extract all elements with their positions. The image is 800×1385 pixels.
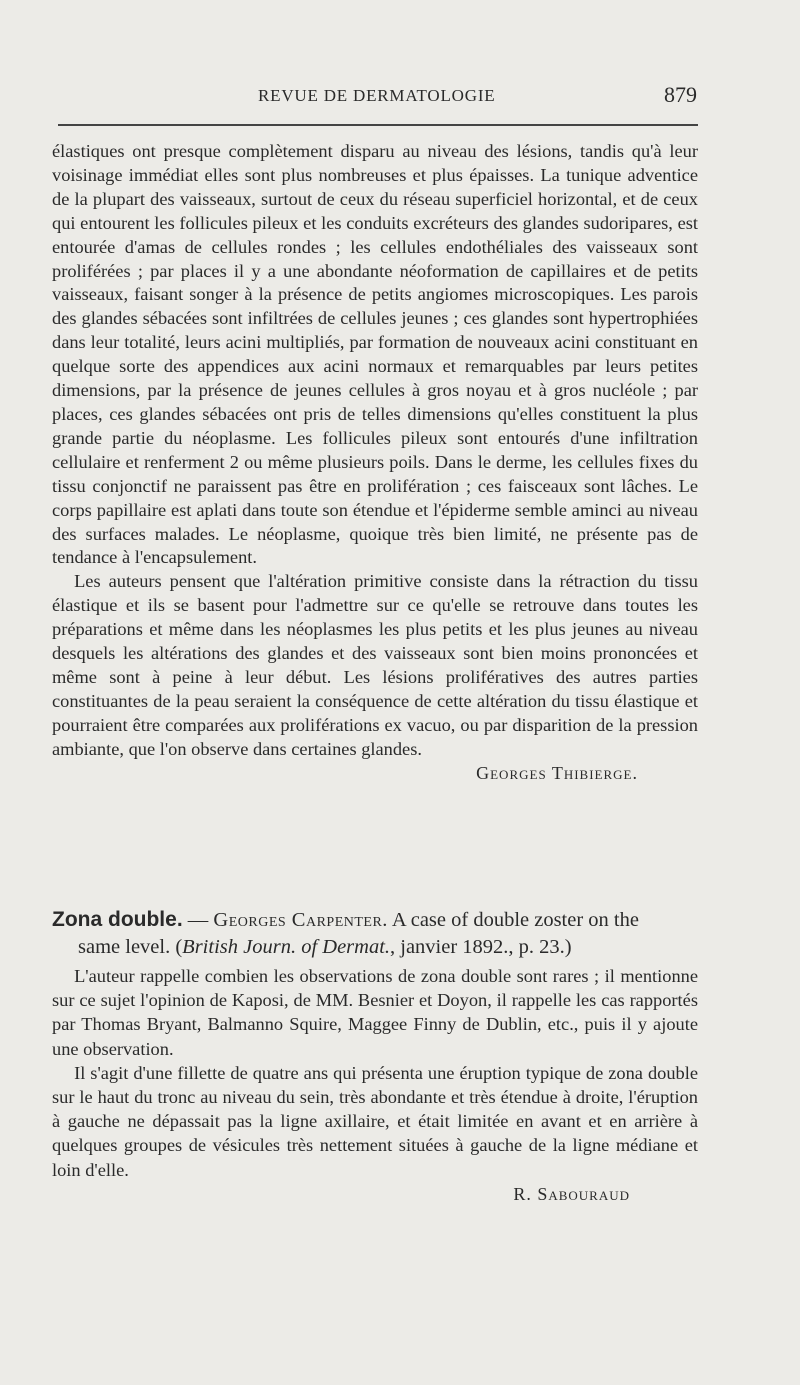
header-rule (58, 124, 698, 126)
review-headword: Zona double. (52, 908, 183, 931)
page-number: 879 (664, 82, 697, 107)
journal-name: British Journ. of Dermat. (182, 936, 391, 958)
review-title-line1: A case of double zoster on the (387, 909, 639, 931)
article-continuation (52, 140, 698, 785)
paragraph: élastiques ont presque complètement disparu au niveau des lésions, tandis qu'à leur voisinage immédiat elles sont plus nombreuses et plus épaisses. La tunique adventice de la plupart des vaisseaux, surtout de ceux du réseau superficiel horizontal, et de ceux qui entourent les follicules pileux et les conduits excréteurs des glandes sudoripares, est entourée d'amas de cellules rondes ; les cellules endothéliales des vaisseaux sont proliférées ; par places il y a une abondante néoformation de capillaires et de petits vaisseaux, faisant songer à la présence de petits angiomes microscopiques. Les parois des glandes sébacées sont infiltrées de cellules jeunes ; ces glandes sont hypertrophiées dans leur totalité, leurs acini multipliés, par formation de nouveaux acini constituant en quelque sorte des appendices aux acini normaux et remarquables par leurs petites dimensions, par la présence de jeunes cellules à gros noyau et à gros nucléole ; par places, ces glandes sébacées ont pris de telles dimensions qu'elles constituent la plus grande partie du néoplasme. Les follicules pileux sont entourés d'une infiltration cellulaire et renferment 2 ou même plusieurs poils. Dans le derme, les cellules fixes du tissu conjonctif ne paraissent pas être en prolifération ; ces faisceaux sont lâches. Le corps papillaire est aplati dans toute son étendue et l'épiderme semble aminci au niveau des surfaces malades. Le néoplasme, quoique très bien limité, ne présente pas de tendance à l'encapsulement. (52, 141, 698, 568)
paragraph: L'auteur rappelle combien les observations de zona double sont rares ; il mentionne sur ce sujet l'opinion de Kaposi, de MM. Besnier et Doyon, il rappelle les cas rapportés par Thomas Bryant, Balmanno Squire, Maggee Finny de Dublin, etc., puis il y ajoute une observation. (52, 966, 698, 1059)
review-body (52, 964, 698, 1206)
publication-date: , janvier 1892., p. 23.) (390, 936, 572, 958)
review-title-line2: same level. (78, 936, 171, 958)
running-head (0, 82, 800, 112)
signature: Georges Thibierge. (476, 762, 638, 783)
paragraph: Il s'agit d'une fillette de quatre ans qui présenta une éruption typique de zona double sur le haut du tronc au niveau du sein, très abondante et très étendue à droite, l'éruption à gauche ne dépassait pas la ligne axillaire, et était limitée en avant et en arrière à quelques groupes de vésicules très nettement situées à gauche de la ligne médiane et loin d'elle. (52, 1062, 698, 1180)
running-title: REVUE DE DERMATOLOGIE (258, 86, 496, 105)
signature: R. Sabouraud (513, 1183, 630, 1204)
review-heading: Zona double. — Georges Carpenter. A case of double zoster on the same level. (British Journ. of Dermat., janvier 1892., p. 23.) (52, 908, 639, 958)
paragraph: Les auteurs pensent que l'altération primitive consiste dans la rétraction du tissu élastique et ils se basent pour l'admettre sur ce qu'elle se retrouve dans toutes les préparations et même dans les néoplasmes les plus petits et les plus jeunes au niveau desquels les altérations des glandes et des vaisseaux sont bien moins prononcées et même sont à peine à leur début. Les lésions prolifératives des autres parties constituantes de la peau seraient la conséquence de cette altération du tissu élastique et pourraient être comparées aux proliférations ex vacuo, ou par disparition de la pression ambiante, que l'on observe dans certaines glandes. (52, 571, 698, 759)
heading-dash: — (182, 909, 214, 931)
review-author: Georges Carpenter. (213, 909, 388, 931)
